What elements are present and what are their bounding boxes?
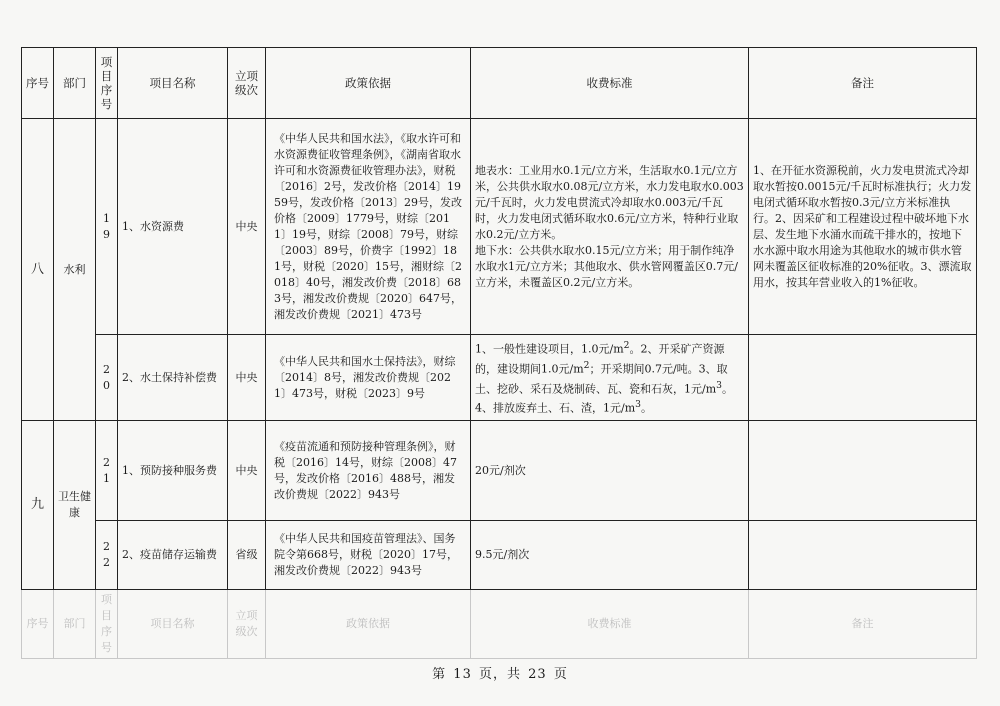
header-remark: 备注 <box>749 48 977 119</box>
table-row <box>22 119 977 335</box>
bleed-through-header-row <box>22 590 977 659</box>
header-seq: 序号 <box>22 48 54 119</box>
remark: 1、在开征水资源税前，火力发电贯流式冷却取水暂按0.0015元/千瓦时标准执行；火力发电闭式循环取水暂按0.3元/立方米标准执行。2、因采矿和工程建设过程中破坏地下水层、发生地下水涌水而疏干排水的，按地下水水源中取水用途为其他取水的城市供水管网未覆盖区征收标准的20%征收。3、漂流取用水，按其年营业收入的1%征收。 <box>749 119 977 335</box>
page-total: 23 <box>528 667 547 682</box>
policy-basis: 《中华人民共和国水法》，《取水许可和水资源费征收管理条例》，《湖南省取水许可和水资源费征收管理办法》，财税〔2016〕2号，发改价格〔2014〕1959号，发改价格〔2013〕29号，发改价格〔2009〕1779号，财综〔2011〕19号，财综〔2008〕79号，财综〔2003〕89号，价费字〔1992〕181号，财税〔2020〕15号，湘财综〔2018〕40号，湘发改价费〔2018〕683号，湘发改价费规〔2020〕647号，湘发改价费规〔2021〕473号 <box>266 119 471 335</box>
page-mid: 页，共 <box>478 667 521 682</box>
header-dept: 部门 <box>54 48 96 119</box>
item-level: 中央 <box>228 119 266 335</box>
bleed-cell: 项目序号 <box>96 590 118 659</box>
header-level: 立项级次 <box>228 48 266 119</box>
bleed-cell: 序号 <box>22 590 54 659</box>
remark <box>749 521 977 590</box>
item-name: 1、水资源费 <box>118 119 228 335</box>
fee-standard: 1、一般性建设项目，1.0元$/m^2$。2、开采矿产资源的，建设期间1.0元$/m^2$；开采期间0.7元/吨。3、取土、挖砂、采石及烧制砖、瓦、瓷和石灰，1元$/m^3$。4、排放废弃土、石、渣，1元$/m^3$。 <box>471 335 749 421</box>
item-name: 1、预防接种服务费 <box>118 421 228 521</box>
page-prefix: 第 <box>432 667 447 682</box>
policy-basis: 《中华人民共和国水土保持法》，财综〔2014〕8号，湘发改价费规〔2021〕473号，财税〔2023〕9号 <box>266 335 471 421</box>
category-seq: 八 <box>22 119 54 421</box>
fee-schedule-table <box>21 47 977 659</box>
header-item-name: 项目名称 <box>118 48 228 119</box>
bleed-cell: 备注 <box>749 590 977 659</box>
bleed-cell: 部门 <box>54 590 96 659</box>
category-seq: 九 <box>22 421 54 590</box>
fee-schedule-sheet <box>21 47 976 659</box>
remark <box>749 335 977 421</box>
policy-basis: 《疫苗流通和预防接种管理条例》，财税〔2016〕14号，财综〔2008〕47号，发改价格〔2016〕488号，湘发改价费规〔2022〕943号 <box>266 421 471 521</box>
page-suffix: 页 <box>553 667 568 682</box>
header-policy: 政策依据 <box>266 48 471 119</box>
item-level: 中央 <box>228 421 266 521</box>
policy-basis: 《中华人民共和国疫苗管理法》、国务院令第668号，财税〔2020〕17号，湘发改价费规〔2022〕943号 <box>266 521 471 590</box>
item-name: 2、水土保持补偿费 <box>118 335 228 421</box>
remark <box>749 421 977 521</box>
category-dept: 卫生健康 <box>54 421 96 590</box>
fee-standard: 地表水：工业用水0.1元/立方米，生活取水0.1元/立方米，公共供水取水0.08元/立方米，水力发电取水0.003元/千瓦时，火力发电贯流式冷却取水0.003元/千瓦时，火力发电闭式循环取水0.6元/立方米，特种行业取水0.2元/立方米。 地下水：公共供水取水0.15元/立方米；用于制作纯净水取水1元/立方米；其他取水、供水管网覆盖区0.7元/立方米，未覆盖区0.2元/立方米。 <box>471 119 749 335</box>
item-level: 中央 <box>228 335 266 421</box>
table-row <box>22 335 977 421</box>
item-no: 20 <box>96 335 118 421</box>
page-current: 13 <box>453 667 472 682</box>
header-standard: 收费标准 <box>471 48 749 119</box>
table-header <box>22 48 977 119</box>
category-dept: 水利 <box>54 119 96 421</box>
item-no: 21 <box>96 421 118 521</box>
bleed-cell: 立项级次 <box>228 590 266 659</box>
table-row <box>22 521 977 590</box>
bleed-cell: 收费标准 <box>471 590 749 659</box>
item-level: 省级 <box>228 521 266 590</box>
bleed-cell: 政策依据 <box>266 590 471 659</box>
fee-standard: 9.5元/剂次 <box>471 521 749 590</box>
table-row <box>22 421 977 521</box>
item-no: 22 <box>96 521 118 590</box>
bleed-cell: 项目名称 <box>118 590 228 659</box>
fee-standard: 20元/剂次 <box>471 421 749 521</box>
item-no: 19 <box>96 119 118 335</box>
item-name: 2、疫苗储存运输费 <box>118 521 228 590</box>
header-item-no: 项目序号 <box>96 48 118 119</box>
page-footer <box>0 663 1000 682</box>
